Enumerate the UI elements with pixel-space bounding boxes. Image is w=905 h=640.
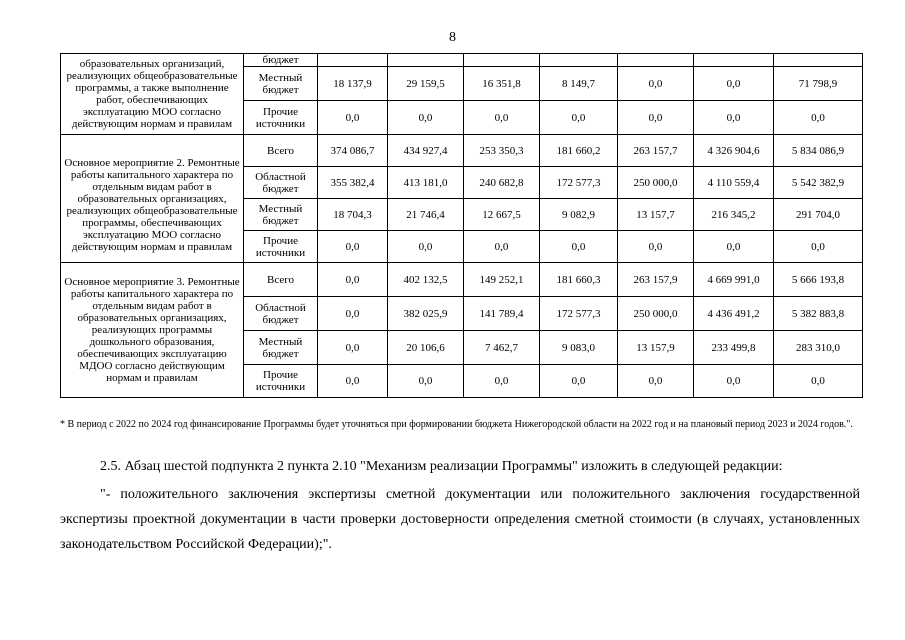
table-cell: 0,0 [388,231,464,263]
table-cell [694,54,774,67]
table-cell [618,54,694,67]
table-cell: 0,0 [618,365,694,398]
table-row [61,135,863,167]
table-cell: 181 660,2 [540,135,618,167]
table-cell: 149 252,1 [464,263,540,297]
table-cell: 5 542 382,9 [774,167,863,199]
table-cell: 250 000,0 [618,297,694,331]
funding-table [60,53,863,398]
table-cell: 20 106,6 [388,331,464,365]
table-cell: 0,0 [618,231,694,263]
funding-source: бюджет [244,54,318,67]
table-cell: 0,0 [464,101,540,135]
table-cell: 4 669 991,0 [694,263,774,297]
table-cell [318,54,388,67]
table-row [61,263,863,297]
event-description: образовательных организаций, реализующих общеобразовательные программы, а также выполнение работ, обеспечивающих эксплуатацию МОО согласно действующим нормам и правилам [61,54,244,135]
table-cell: 9 083,0 [540,331,618,365]
table-cell: 434 927,4 [388,135,464,167]
funding-source: Местный бюджет [244,331,318,365]
table-cell: 0,0 [318,263,388,297]
table-cell: 0,0 [694,231,774,263]
footnote: * В период с 2022 по 2024 год финансирование Программы будет уточняться при формировании бюджета Нижегородской области на 2022 год и на плановый период 2023 и 2024 годов.". [60,419,853,430]
paragraph-quote: "- положительного заключения экспертизы сметной документации или положительного заключения государственной экспертизы проектной документации в части проверки достоверности определения сметной стоимости (в случаях, установленных законодательством Российской Федерации);". [60,487,860,552]
funding-source: Областной бюджет [244,297,318,331]
table-cell: 0,0 [464,365,540,398]
table-cell: 0,0 [540,101,618,135]
table-cell: 18 704,3 [318,199,388,231]
table-cell: 0,0 [388,101,464,135]
event-description: Основное мероприятие 3. Ремонтные работы капитального характера по отдельным видам работ в образовательных организациях, реализующих программы дошкольного образования, обеспечивающих эксплуатацию МДОО согласно действующим нормам и правилам [61,263,244,398]
table-cell: 71 798,9 [774,67,863,101]
table-cell: 355 382,4 [318,167,388,199]
table-cell: 0,0 [774,231,863,263]
table-cell: 16 351,8 [464,67,540,101]
table-cell: 0,0 [618,67,694,101]
table-cell: 263 157,7 [618,135,694,167]
table-cell: 141 789,4 [464,297,540,331]
table-cell: 0,0 [318,231,388,263]
table-cell: 29 159,5 [388,67,464,101]
table-cell: 0,0 [464,231,540,263]
table-cell: 0,0 [318,331,388,365]
table-cell [774,54,863,67]
table-cell: 13 157,7 [618,199,694,231]
table-cell: 0,0 [318,101,388,135]
table-cell: 0,0 [694,365,774,398]
funding-source: Местный бюджет [244,199,318,231]
table-cell: 0,0 [540,365,618,398]
table-cell: 172 577,3 [540,297,618,331]
funding-source: Областной бюджет [244,167,318,199]
table-cell: 0,0 [388,365,464,398]
table-cell: 250 000,0 [618,167,694,199]
table-cell: 382 025,9 [388,297,464,331]
funding-source: Прочие источники [244,231,318,263]
table-cell: 253 350,3 [464,135,540,167]
table-cell: 4 110 559,4 [694,167,774,199]
table-cell: 0,0 [774,101,863,135]
table-cell: 283 310,0 [774,331,863,365]
funding-source: Всего [244,263,318,297]
table-cell: 0,0 [318,297,388,331]
table-cell [388,54,464,67]
table-cell: 172 577,3 [540,167,618,199]
table-cell: 291 704,0 [774,199,863,231]
table-cell: 0,0 [694,67,774,101]
table-cell: 263 157,9 [618,263,694,297]
funding-source: Прочие источники [244,101,318,135]
page-number: 8 [449,30,456,45]
table-cell: 181 660,3 [540,263,618,297]
table-cell: 240 682,8 [464,167,540,199]
table-cell: 5 834 086,9 [774,135,863,167]
table-cell: 0,0 [318,365,388,398]
table-cell: 0,0 [540,231,618,263]
table-cell: 374 086,7 [318,135,388,167]
table-cell: 8 149,7 [540,67,618,101]
table-cell: 216 345,2 [694,199,774,231]
table-cell: 5 666 193,8 [774,263,863,297]
table-cell: 18 137,9 [318,67,388,101]
table-cell: 12 667,5 [464,199,540,231]
table-cell: 7 462,7 [464,331,540,365]
funding-source: Всего [244,135,318,167]
paragraph-amendment: 2.5. Абзац шестой подпункта 2 пункта 2.10 "Механизм реализации Программы" изложить в следующей редакции: [100,459,783,474]
table-row [61,54,863,67]
table-cell: 4 436 491,2 [694,297,774,331]
table-cell: 0,0 [618,101,694,135]
funding-source: Местный бюджет [244,67,318,101]
event-description: Основное мероприятие 2. Ремонтные работы капитального характера по отдельным видам работ в образовательных организациях, реализующих общеобразовательные программы, обеспечивающих эксплуатацию МОО согласно действующим нормам и правилам [61,135,244,263]
table-cell: 9 082,9 [540,199,618,231]
funding-source: Прочие источники [244,365,318,398]
table-cell: 413 181,0 [388,167,464,199]
table-cell: 4 326 904,6 [694,135,774,167]
table-cell: 21 746,4 [388,199,464,231]
table-cell: 233 499,8 [694,331,774,365]
table-cell: 5 382 883,8 [774,297,863,331]
table-cell [464,54,540,67]
table-cell: 402 132,5 [388,263,464,297]
table-cell: 0,0 [774,365,863,398]
table-cell [540,54,618,67]
table-cell: 0,0 [694,101,774,135]
table-cell: 13 157,9 [618,331,694,365]
